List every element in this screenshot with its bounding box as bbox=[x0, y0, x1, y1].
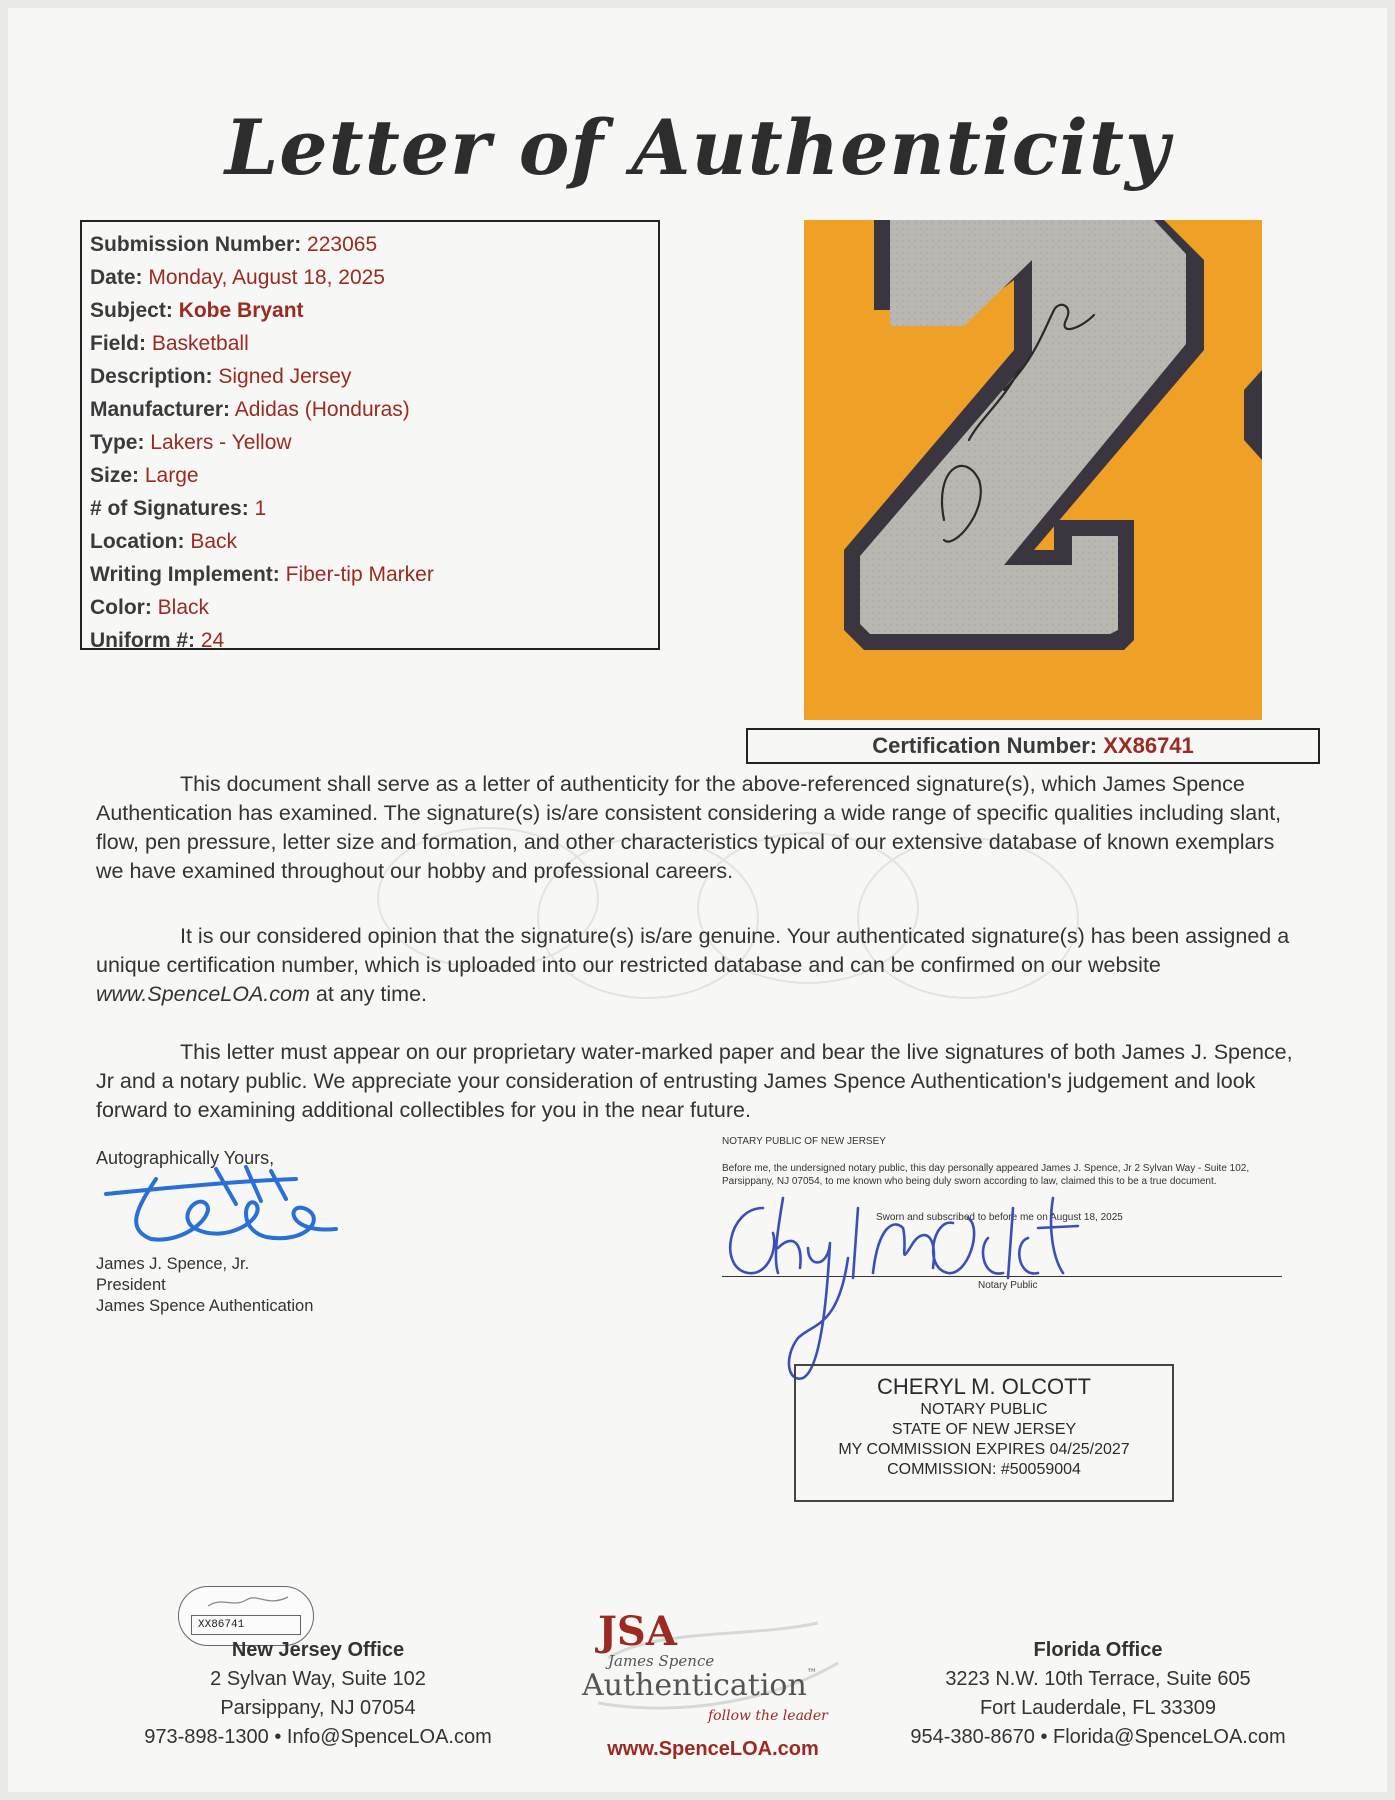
info-row-type: Type: Lakers - Yellow bbox=[90, 431, 292, 454]
stamp-commission: COMMISSION: #50059004 bbox=[887, 1461, 1081, 1478]
sticker-signature-icon bbox=[203, 1591, 293, 1613]
fl-office-contact: 954-380-8670 • Florida@SpenceLOA.com bbox=[910, 1726, 1286, 1748]
info-row-uniform-number: Uniform #: 24 bbox=[90, 629, 225, 652]
jsa-letters: JSA bbox=[598, 1608, 677, 1655]
info-row-location: Location: Back bbox=[90, 530, 238, 553]
jsa-website[interactable]: www.SpenceLOA.com bbox=[607, 1738, 819, 1760]
info-row-subject: Subject: Kobe Bryant bbox=[90, 299, 304, 322]
nj-office-title: New Jersey Office bbox=[231, 1639, 405, 1661]
fl-office-line2: Fort Lauderdale, FL 33309 bbox=[979, 1697, 1217, 1719]
info-row-manufacturer: Manufacturer: Adidas (Honduras) bbox=[90, 398, 410, 421]
notary-stamp bbox=[794, 1364, 1174, 1502]
signer-name: James J. Spence, Jr. bbox=[96, 1255, 250, 1273]
jsa-tagline: follow the leader bbox=[708, 1708, 828, 1724]
authenticity-paragraph: This document shall serve as a letter of authenticity for the above-referenced signature(s), which James Spence Authentication has examined. The signature(s) is/are consistent considering a wide range of specific qualities including slant, flow, pen pressure, letter size and formation, and other characteristics typical of our extensive database of known exemplars we have examined throughout our hobby and professional careers. bbox=[96, 772, 1282, 883]
president-signature-block bbox=[96, 1148, 416, 1317]
stamp-title: NOTARY PUBLIC bbox=[920, 1401, 1048, 1418]
signer-company: James Spence Authentication bbox=[96, 1297, 314, 1315]
info-row-signature-count: # of Signatures: 1 bbox=[90, 497, 267, 520]
letter-page bbox=[8, 8, 1387, 1792]
stamp-state: STATE OF NEW JERSEY bbox=[891, 1421, 1077, 1438]
fl-office-title: Florida Office bbox=[1033, 1639, 1163, 1661]
stamp-name: CHERYL M. OLCOTT bbox=[877, 1374, 1091, 1399]
jersey-photo bbox=[804, 220, 1262, 720]
notary-line-label: Notary Public bbox=[978, 1280, 1038, 1291]
florida-office bbox=[888, 1636, 1308, 1752]
page-title: Letter of Authenticity bbox=[224, 103, 1171, 192]
submission-info-box bbox=[80, 220, 660, 650]
certification-number-box bbox=[746, 728, 1320, 764]
jsa-authentication: Authentication™ bbox=[582, 1668, 817, 1703]
stamp-expires: MY COMMISSION EXPIRES 04/25/2027 bbox=[838, 1441, 1130, 1458]
notary-header: NOTARY PUBLIC OF NEW JERSEY bbox=[722, 1136, 886, 1147]
certification-number: XX86741 bbox=[1103, 733, 1194, 758]
nj-office-line1: 2 Sylvan Way, Suite 102 bbox=[210, 1668, 426, 1690]
info-row-size: Size: Large bbox=[90, 464, 199, 487]
opinion-paragraph: It is our considered opinion that the signature(s) is/are genuine. Your authenticated signature(s) has been assigned a unique certification number, which is uploaded into our restricted database and can be confirmed on our website www.SpenceLOA.com at any time. bbox=[96, 924, 1290, 1006]
info-row-description: Description: Signed Jersey bbox=[90, 365, 352, 388]
website-link[interactable]: www.SpenceLOA.com bbox=[96, 982, 310, 1006]
info-row-field: Field: Basketball bbox=[90, 332, 249, 355]
certification-label: Certification Number: bbox=[872, 733, 1098, 758]
fl-office-line1: 3223 N.W. 10th Terrace, Suite 605 bbox=[945, 1668, 1251, 1690]
info-row-date: Date: Monday, August 18, 2025 bbox=[90, 266, 385, 289]
jsa-logo bbox=[568, 1608, 858, 1768]
jsa-script: James Spence bbox=[608, 1652, 715, 1670]
nj-office-contact: 973-898-1300 • Info@SpenceLOA.com bbox=[144, 1726, 492, 1748]
notary-sworn-text: Sworn and subscribed to before me on August 18, 2025 bbox=[876, 1212, 1123, 1223]
signer-role: President bbox=[96, 1276, 166, 1294]
info-row-submission-number: Submission Number: 223065 bbox=[90, 233, 378, 256]
info-row-color: Color: Black bbox=[90, 596, 210, 619]
nj-office-line2: Parsippany, NJ 07054 bbox=[220, 1697, 416, 1719]
new-jersey-office bbox=[128, 1636, 508, 1752]
info-row-writing-implement: Writing Implement: Fiber-tip Marker bbox=[90, 563, 434, 586]
sticker-number: XX86741 bbox=[191, 1615, 301, 1635]
closing-text: Autographically Yours, bbox=[96, 1148, 275, 1168]
watermark-paragraph: This letter must appear on our proprietary water-marked paper and bear the live signatures of both James J. Spence, Jr and a notary public. We appreciate your consideration of entrusting James Spence Authentication's judgement and look forward to examining additional collectibles for you in the near future. bbox=[96, 1040, 1293, 1122]
president-signature-icon bbox=[96, 1159, 356, 1249]
notary-statement: Before me, the undersigned notary public, this day personally appeared James J. Spence, Jr 2 Sylvan Way - Suite 102, Parsippany, NJ 07054, to me known who being duly sworn according to law, claimed this to be a true document. bbox=[722, 1163, 1250, 1187]
